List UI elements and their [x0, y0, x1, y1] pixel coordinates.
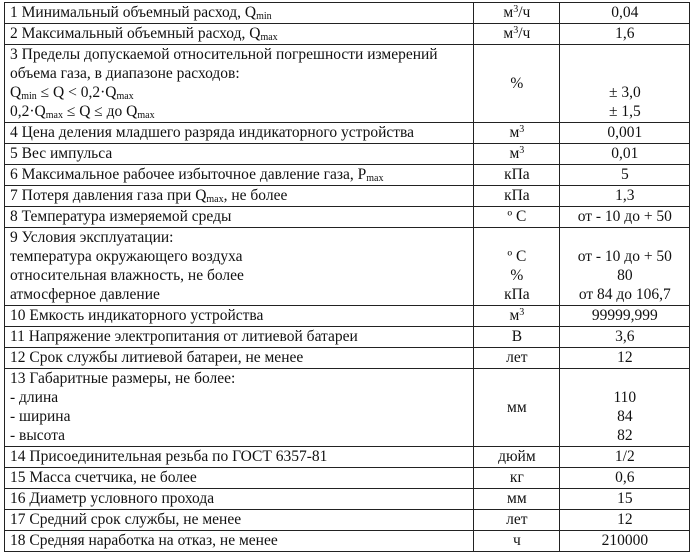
parameter-cell [5, 165, 474, 186]
unit-text: мм [507, 490, 527, 507]
parameter-text: 0,2·Q [10, 103, 46, 120]
unit-spacer [479, 228, 555, 247]
value-text: 84 [617, 408, 633, 425]
value-cell [559, 228, 689, 306]
parameter-text: ≤ Q < 0,2·Q [36, 84, 117, 101]
table-row [5, 306, 690, 327]
unit-text: м [509, 307, 520, 324]
parameter-cell [5, 531, 474, 552]
parameter-line [10, 228, 469, 247]
unit-cell [474, 327, 560, 348]
unit-cell [474, 144, 560, 165]
unit-text: 3 [519, 124, 525, 135]
parameter-line [10, 407, 469, 426]
value-text: 80 [617, 267, 633, 284]
parameter-cell [5, 369, 474, 447]
value-cell [559, 531, 689, 552]
unit-text: ч [512, 532, 521, 549]
parameter-text: 8 Температура измеряемой среды [10, 208, 232, 225]
parameter-cell [5, 123, 474, 144]
parameter-text: 9 Условия эксплуатации: [10, 229, 174, 246]
unit-text: /ч [518, 25, 531, 42]
value-text: 0,04 [611, 4, 639, 21]
parameter-line [10, 83, 469, 102]
value-spacer [565, 228, 685, 247]
table-row [5, 186, 690, 207]
table-row [5, 228, 690, 306]
unit-cell [474, 228, 560, 306]
parameter-text: min [256, 11, 272, 22]
parameter-text: max [137, 110, 155, 121]
parameter-text: температура окружающего воздуха [10, 248, 243, 265]
parameter-cell [5, 447, 474, 468]
parameter-cell [5, 3, 474, 24]
parameter-cell [5, 468, 474, 489]
table-row [5, 468, 690, 489]
parameter-line [10, 426, 469, 445]
unit-text: % [510, 267, 524, 284]
unit-text: /ч [518, 4, 531, 21]
parameter-text: - ширина [10, 408, 71, 425]
value-text: 0,01 [611, 145, 639, 162]
unit-text: м [503, 4, 514, 21]
value-text: от - 10 до + 50 [577, 248, 672, 265]
unit-text: кПа [504, 286, 530, 303]
unit-cell [474, 468, 560, 489]
parameter-text: Q [10, 84, 22, 101]
value-spacer [565, 45, 685, 64]
value-spacer [565, 64, 685, 83]
unit-text: лет [506, 511, 528, 528]
value-cell [559, 489, 689, 510]
value-cell [559, 3, 689, 24]
parameter-text: 4 Цена деления младшего разряда индикаторного устройства [10, 124, 415, 141]
parameter-text: max [45, 110, 63, 121]
value-text: 110 [613, 389, 637, 406]
table-row [5, 45, 690, 123]
table-row [5, 123, 690, 144]
unit-cell [474, 165, 560, 186]
parameter-text: 10 Емкость индикаторного устройства [10, 307, 264, 324]
parameter-text: 11 Напряжение электропитания от литиевой батареи [10, 328, 358, 345]
parameter-cell [5, 510, 474, 531]
unit-text: лет [506, 349, 528, 366]
value-cell [559, 24, 689, 45]
value-cell [559, 144, 689, 165]
unit-text: % [510, 74, 524, 92]
value-cell [559, 369, 689, 447]
value-cell [559, 165, 689, 186]
unit-text: 3 [519, 307, 525, 318]
parameter-text: атмосферное давление [10, 286, 160, 303]
value-cell [559, 348, 689, 369]
parameter-text: max [260, 32, 278, 43]
value-text: ± 1,5 [608, 103, 641, 120]
parameter-cell [5, 489, 474, 510]
table-row [5, 3, 690, 24]
value-cell [559, 45, 689, 123]
unit-cell [474, 369, 560, 447]
unit-text: дюйм [498, 448, 536, 465]
unit-cell [474, 207, 560, 228]
parameter-cell [5, 45, 474, 123]
unit-cell [474, 123, 560, 144]
value-text: 5 [620, 166, 629, 183]
parameter-cell [5, 24, 474, 45]
value-text: 1,3 [615, 187, 635, 204]
parameter-cell [5, 228, 474, 306]
value-text: 1/2 [614, 448, 635, 465]
table-row [5, 531, 690, 552]
value-text: 0,6 [615, 469, 635, 486]
parameter-text: min [21, 91, 37, 102]
parameter-text: объема газа, в диапазоне расходов: [10, 65, 240, 82]
table-row [5, 510, 690, 531]
parameter-text: 6 Максимальное рабочее избыточное давление газа, P [10, 166, 367, 183]
parameter-text: ≤ Q ≤ до Q [62, 103, 138, 120]
parameter-line [10, 388, 469, 407]
value-text: от 84 до 106,7 [578, 286, 671, 303]
value-cell [559, 306, 689, 327]
parameter-text: 16 Диаметр условного прохода [10, 490, 215, 507]
value-text: 0,001 [607, 124, 643, 141]
value-cell [559, 207, 689, 228]
parameter-text: max [116, 91, 134, 102]
parameter-cell [5, 306, 474, 327]
unit-text: мм [507, 398, 527, 416]
unit-cell [474, 3, 560, 24]
specifications-table [4, 2, 690, 552]
unit-cell [474, 510, 560, 531]
value-cell [559, 447, 689, 468]
unit-cell [474, 186, 560, 207]
value-cell [559, 327, 689, 348]
parameter-text: , не более [223, 187, 288, 204]
unit-text: м [509, 145, 520, 162]
value-text: 3,6 [615, 328, 635, 345]
unit-cell [474, 348, 560, 369]
unit-text: кПа [504, 166, 530, 183]
unit-text: 3 [513, 4, 519, 15]
unit-text: кг [509, 469, 524, 486]
parameter-text: 18 Средняя наработка на отказ, не менее [10, 532, 278, 549]
parameter-text: 7 Потеря давления газа при Q [10, 187, 207, 204]
unit-cell [474, 447, 560, 468]
parameter-cell [5, 327, 474, 348]
unit-text: º C [507, 208, 527, 225]
parameter-line [10, 64, 469, 83]
parameter-text: относительная влажность, не более [10, 267, 244, 284]
parameter-text: 14 Присоединительная резьба по ГОСТ 6357-81 [10, 448, 328, 465]
parameter-text: - длина [10, 389, 59, 406]
value-text: 12 [617, 349, 633, 366]
unit-text: м [503, 25, 514, 42]
table-row [5, 489, 690, 510]
parameter-cell [5, 144, 474, 165]
value-spacer [565, 369, 685, 388]
parameter-text: 1 Минимальный объемный расход, Q [10, 4, 257, 21]
unit-text: 3 [513, 25, 519, 36]
table-row [5, 369, 690, 447]
unit-cell [474, 489, 560, 510]
parameter-cell [5, 207, 474, 228]
parameter-text: max [206, 194, 224, 205]
unit-text: 3 [519, 145, 525, 156]
parameter-line [10, 285, 469, 304]
parameter-text: 17 Средний срок службы, не менее [10, 511, 242, 528]
parameter-cell [5, 348, 474, 369]
parameter-text: 12 Срок службы литиевой батареи, не менее [10, 349, 304, 366]
value-cell [559, 468, 689, 489]
table-row [5, 327, 690, 348]
unit-text: м [509, 124, 520, 141]
specifications-table-body [5, 3, 690, 552]
value-cell [559, 186, 689, 207]
unit-cell [474, 45, 560, 123]
parameter-line [10, 247, 469, 266]
table-row [5, 447, 690, 468]
parameter-text: - высота [10, 427, 66, 444]
parameter-text: 2 Максимальный объемный расход, Q [10, 25, 261, 42]
value-text: 15 [617, 490, 633, 507]
unit-text: º C [507, 248, 527, 265]
value-text: 1,6 [615, 25, 635, 42]
parameter-line [10, 45, 469, 64]
parameter-text: max [366, 173, 384, 184]
value-cell [559, 123, 689, 144]
unit-text: В [511, 328, 523, 345]
unit-cell [474, 531, 560, 552]
value-text: от - 10 до + 50 [577, 208, 672, 225]
parameter-text: 3 Пределы допускаемой относительной погрешности измерений [10, 46, 438, 63]
parameter-line [10, 102, 469, 121]
parameter-text: 5 Вес импульса [10, 145, 113, 162]
table-row [5, 348, 690, 369]
table-row [5, 165, 690, 186]
unit-cell [474, 24, 560, 45]
unit-cell [474, 306, 560, 327]
parameter-text: 15 Масса счетчика, не более [10, 469, 197, 486]
parameter-line [10, 266, 469, 285]
table-row [5, 144, 690, 165]
parameter-text: 13 Габаритные размеры, не более: [10, 370, 236, 387]
parameter-cell [5, 186, 474, 207]
table-row [5, 207, 690, 228]
table-row [5, 24, 690, 45]
value-text: 99999,999 [591, 307, 658, 324]
unit-text: кПа [504, 187, 530, 204]
value-text: 82 [617, 427, 633, 444]
value-text: ± 3,0 [608, 84, 641, 101]
value-text: 210000 [601, 532, 649, 549]
parameter-line [10, 369, 469, 388]
value-cell [559, 510, 689, 531]
value-text: 12 [617, 511, 633, 528]
